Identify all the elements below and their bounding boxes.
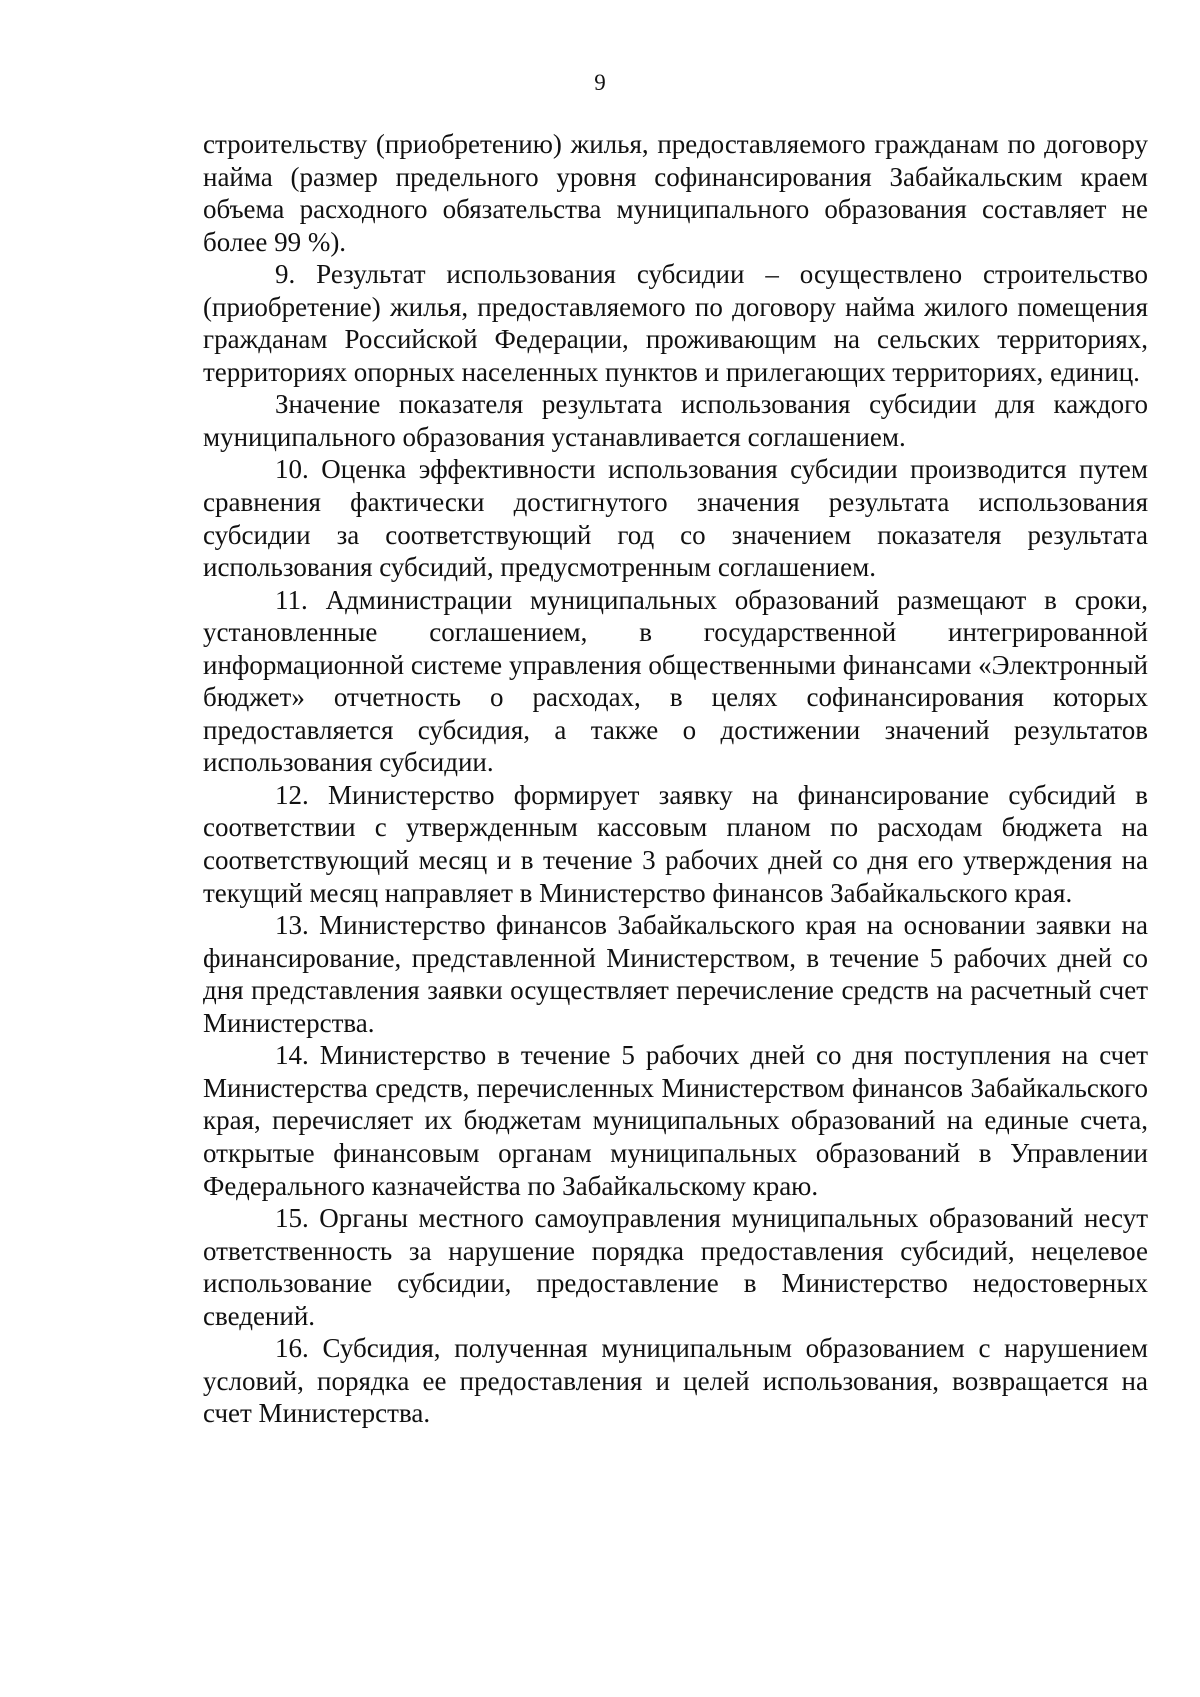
- paragraph-15-responsibility: 15. Органы местного самоуправления муниципальных образований несут ответственность за нарушение порядка предоставления субсидий, нецелевое использование субсидии, предоставление в Министерство недостоверных сведений.: [203, 1203, 1148, 1331]
- document-body: [203, 128, 1148, 1430]
- paragraph-16-refund: 16. Субсидия, полученная муниципальным образованием с нарушением условий, порядка ее предоставления и целей использования, возвращается на счет Министерства.: [203, 1333, 1148, 1429]
- paragraph-10-efficiency: 10. Оценка эффективности использования субсидии производится путем сравнения фактически достигнутого значения результата использования субсидии за соответствующий год со значением показателя результата использования субсидий, предусмотренным соглашением.: [203, 454, 1148, 583]
- paragraph-indicator-value: Значение показателя результата использования субсидии для каждого муниципального образования устанавливается соглашением.: [203, 389, 1148, 452]
- page-number: 9: [594, 70, 606, 95]
- paragraph-9-result: 9. Результат использования субсидии – осуществлено строительство (приобретение) жилья, предоставляемого по договору найма жилого помещения гражданам Российской Федерации, проживающим на сельских территориях, территориях опорных населенных пунктов и прилегающих территориях, единиц.: [203, 259, 1148, 387]
- paragraph-12-request: 12. Министерство формирует заявку на финансирование субсидий в соответствии с утвержденным кассовым планом по расходам бюджета на соответствующий месяц и в течение 3 рабочих дней со дня его утверждения на текущий месяц направляет в Министерство финансов Забайкальского края.: [203, 779, 1148, 908]
- paragraph-14-distribution: 14. Министерство в течение 5 рабочих дней со дня поступления на счет Министерства средств, перечисленных Министерством финансов Забайкальского края, перечисляет их бюджетам муниципальных образований на единые счета, открытые финансовым органам муниципальных образований в Управлении Федерального казначейства по Забайкальскому краю.: [203, 1040, 1148, 1201]
- paragraph-continuation: строительству (приобретению) жилья, предоставляемого гражданам по договору найма (размер предельного уровня софинансирования Забайкальским краем объема расходного обязательства муниципального образования составляет не более 99 %).: [203, 129, 1148, 257]
- paragraph-13-transfer: 13. Министерство финансов Забайкальского края на основании заявки на финансирование, представленной Министерством, в течение 5 рабочих дней со дня представления заявки осуществляет перечисление средств на расчетный счет Министерства.: [203, 910, 1148, 1038]
- paragraph-11-reporting: 11. Администрации муниципальных образований размещают в сроки, установленные соглашением, в государственной интегрированной информационной системе управления общественными финансами «Электронный бюджет» отчетность о расходах, в целях софинансирования которых предоставляется субсидия, а также о достижении значений результатов использования субсидии.: [203, 584, 1148, 778]
